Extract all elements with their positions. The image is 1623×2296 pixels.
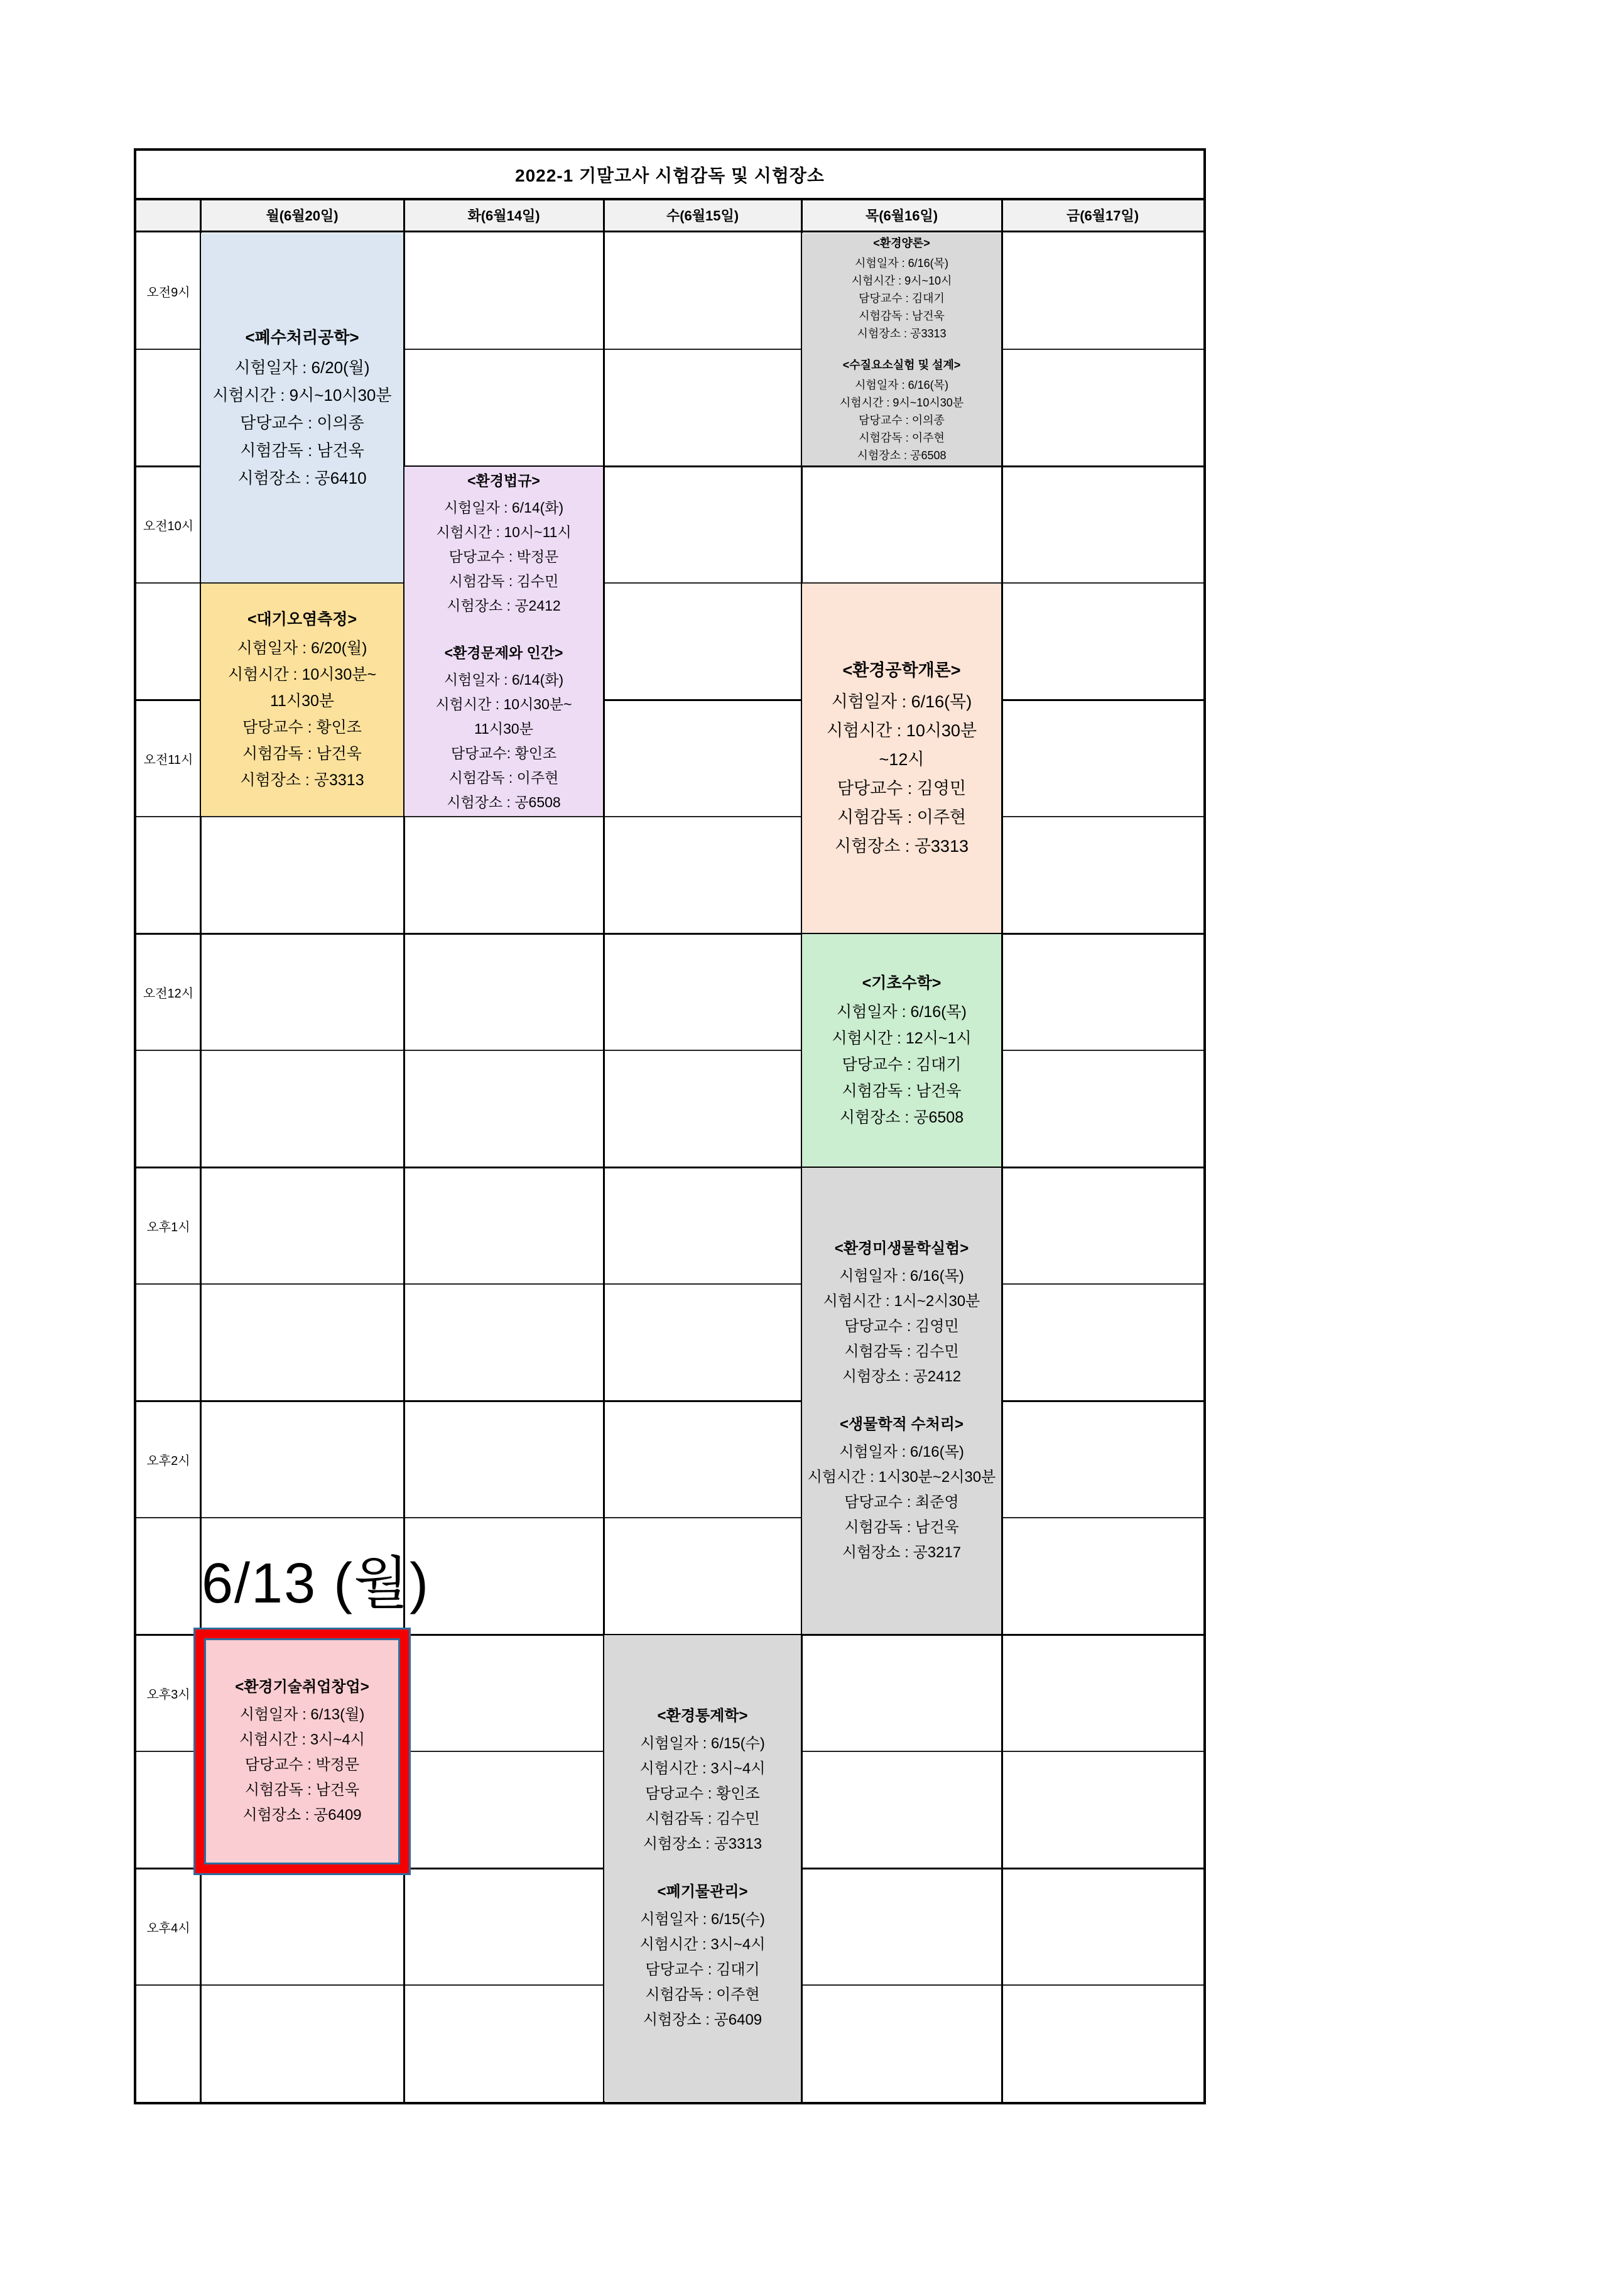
exam-line: 담당교수 : 박정문 (244, 1756, 360, 1773)
exam-entry (604, 1880, 801, 2033)
header-label: 금(6월17일) (1066, 208, 1139, 224)
exam-line: 시험감독 : 이주현 (448, 769, 559, 786)
exam-title: <환경공학개론> (842, 661, 961, 680)
exam-line: 시험일자 : 6/14(화) (443, 671, 564, 688)
exam-line: 시험장소 : 공6409 (242, 1807, 362, 1824)
exam-line: 시험장소 : 공6508 (857, 449, 947, 462)
exam-entry (802, 1236, 1001, 1390)
time-label-2: 오전10시 (143, 519, 194, 533)
exam-entry (201, 606, 403, 793)
exam-line: 11시30분 (269, 692, 335, 710)
table-title-text: 2022-1 기말고사 시험감독 및 시험장소 (515, 165, 825, 185)
exam-line: 시험감독 : 김수민 (645, 1810, 760, 1827)
exam-line: 담당교수 : 황인조 (242, 719, 362, 736)
exam-line: 시험감독 : 남건욱 (844, 1519, 959, 1536)
header-cell-mon (200, 198, 404, 232)
grid-line-h (136, 1283, 1203, 1285)
exam-line: ~12시 (879, 750, 925, 769)
exam-line: 시험시간 : 1시~2시30분 (823, 1293, 980, 1310)
exam-line: 시험일자 : 6/20(월) (234, 358, 370, 377)
exam-title: <수질요소실험 및 설계> (842, 359, 961, 371)
time-label-4: 오전12시 (143, 986, 194, 1001)
exam-title: <생물학적 수처리> (840, 1416, 963, 1433)
exam-line: 담당교수 : 박정문 (448, 548, 559, 565)
exam-line: 담당교수 : 김대기 (859, 292, 945, 305)
exam-line: 담당교수 : 황인조 (645, 1785, 760, 1802)
exam-entry (802, 1412, 1001, 1565)
schedule-table (134, 148, 1206, 2104)
exam-line: 시험시간 : 9시~10시 (851, 275, 952, 287)
exam-block-mon-startup (204, 1638, 400, 1864)
exam-line: 시험시간 : 10시30분~ (435, 695, 572, 712)
exam-line: 시험장소 : 공2412 (842, 1368, 962, 1385)
header-label: 수(6월15일) (666, 208, 739, 224)
exam-line: 시험일자 : 6/16(목) (837, 1003, 967, 1021)
grid-line-h (136, 1167, 1203, 1168)
exam-line: 시험일자 : 6/16(목) (831, 692, 972, 711)
exam-line: 시험감독 : 남건욱 (240, 441, 364, 460)
exam-title: <환경기술취업창업> (235, 1678, 369, 1695)
exam-title: <환경통계학> (657, 1707, 748, 1724)
exam-line: 시험감독 : 김수민 (448, 572, 559, 589)
exam-line: 시험감독 : 남건욱 (244, 1782, 360, 1798)
exam-line: 시험장소 : 공6410 (237, 469, 367, 487)
exam-entry (802, 656, 1001, 861)
table-title (136, 151, 1203, 198)
exam-line: 시험감독 : 이주현 (645, 1986, 760, 2003)
exam-line: 시험장소 : 공2412 (447, 597, 561, 614)
time-label-1: 오전9시 (146, 285, 190, 300)
time-label-8: 오후4시 (146, 1921, 190, 1935)
exam-block-mon-startup-highlight (195, 1630, 409, 1873)
exam-line: 담당교수: 황인조 (450, 744, 557, 761)
exam-line: 시험시간 : 9시~10시30분 (212, 386, 392, 405)
header-label: 월(6월20일) (266, 208, 339, 224)
exam-line: 시험시간 : 10시30분 (826, 721, 977, 740)
exam-block-wed-stats (604, 1635, 801, 2101)
exam-line: 담당교수 : 이의종 (240, 413, 364, 432)
exam-entry (604, 1704, 801, 1857)
exam-line: 시험일자 : 6/20(월) (237, 639, 367, 657)
exam-line: 시험장소 : 공3313 (857, 327, 947, 340)
exam-line: 담당교수 : 최준영 (844, 1494, 959, 1511)
exam-title: <환경미생물학실험> (834, 1240, 969, 1257)
exam-line: 담당교수 : 김영민 (844, 1318, 959, 1335)
exam-line: 시험감독 : 이주현 (837, 808, 967, 827)
exam-block-tue-legal (404, 467, 603, 816)
grid-line-h (136, 816, 1203, 817)
exam-block-thu-intro (802, 584, 1001, 933)
exam-line: 11시30분 (474, 720, 533, 737)
header-cell-tue (404, 198, 604, 232)
exam-block-mon-blue (201, 233, 403, 582)
exam-line: 시험시간 : 3시~4시 (239, 1731, 365, 1748)
exam-line: 담당교수 : 김대기 (645, 1961, 760, 1978)
exam-line: 시험시간 : 3시~4시 (639, 1760, 766, 1777)
exam-title: <폐수처리공학> (245, 328, 359, 347)
exam-line: 시험장소 : 공3313 (643, 1836, 763, 1853)
header-cell-wed (604, 198, 801, 232)
exam-line: 시험감독 : 남건욱 (842, 1082, 962, 1100)
header-label: 화(6월14일) (467, 208, 540, 224)
header-label: 목(6월16일) (865, 208, 938, 224)
exam-block-mon-yellow (201, 584, 403, 816)
exam-line: 시험감독 : 김수민 (844, 1343, 959, 1360)
exam-title: <폐기물관리> (657, 1883, 748, 1900)
exam-line: 담당교수 : 이의종 (859, 414, 945, 427)
exam-entry (201, 324, 403, 492)
exam-entry (206, 1675, 398, 1828)
time-label-7: 오후3시 (146, 1687, 190, 1702)
exam-block-thu-micro (802, 1168, 1001, 1634)
exam-line: 담당교수 : 김대기 (842, 1056, 962, 1074)
exam-entry (404, 641, 603, 815)
exam-line: 담당교수 : 김영민 (837, 779, 967, 798)
exam-entry (802, 234, 1001, 342)
exam-title: <대기오염측정> (247, 611, 357, 628)
exam-line: 시험일자 : 6/16(목) (839, 1444, 964, 1461)
exam-line: 시험시간 : 3시~4시 (639, 1936, 766, 1953)
exam-line: 시험일자 : 6/16(목) (855, 379, 948, 391)
grid-line-h (136, 231, 1203, 232)
exam-title: <환경문제와 인간> (444, 644, 563, 661)
grid-line-h (136, 1050, 1203, 1051)
exam-line: 시험일자 : 6/15(수) (640, 1735, 765, 1752)
exam-line: 시험일자 : 6/16(목) (839, 1268, 964, 1285)
exam-line: 시험감독 : 남건욱 (859, 310, 945, 322)
exam-line: 시험시간 : 12시~1시 (832, 1030, 972, 1047)
exam-line: 시험장소 : 공6409 (643, 2011, 763, 2028)
header-cell-corner (136, 198, 200, 232)
time-label-6: 오후2시 (146, 1454, 190, 1468)
exam-block-thu-stoich (802, 233, 1001, 465)
exam-entry (802, 970, 1001, 1131)
grid-line-h (136, 1400, 1203, 1402)
grid-line-h (136, 933, 1203, 935)
annotation-6-13: 6/13 (월) (202, 1552, 430, 1615)
header-cell-fri (1002, 198, 1203, 232)
exam-line: 시험감독 : 이주현 (859, 432, 945, 444)
exam-line: 시험장소 : 공3313 (835, 837, 969, 856)
exam-line: 시험시간 : 1시30분~2시30분 (807, 1469, 996, 1486)
exam-block-thu-math (802, 934, 1001, 1167)
exam-title: <환경양론> (873, 237, 930, 249)
time-label-3: 오전11시 (143, 753, 193, 767)
grid-line-h (136, 1517, 1203, 1518)
header-cell-thu (801, 198, 1002, 232)
exam-line: 시험장소 : 공3313 (240, 771, 364, 789)
exam-line: 시험시간 : 10시30분~ (228, 666, 376, 683)
exam-line: 시험장소 : 공6508 (447, 793, 561, 810)
exam-line: 시험시간 : 9시~10시30분 (839, 396, 964, 409)
exam-line: 시험일자 : 6/13(월) (239, 1706, 365, 1723)
exam-line: 시험감독 : 남건욱 (242, 745, 362, 763)
grid-line-v (1001, 198, 1003, 2102)
exam-entry (802, 356, 1001, 464)
exam-line: 시험일자 : 6/14(화) (443, 499, 564, 516)
exam-line: 시험일자 : 6/16(목) (855, 257, 948, 269)
exam-entry (404, 469, 603, 618)
exam-line: 시험장소 : 공6508 (839, 1109, 964, 1126)
exam-line: 시험시간 : 10시~11시 (436, 523, 572, 540)
grid-line-h (136, 198, 1203, 200)
exam-line: 시험장소 : 공3217 (842, 1544, 962, 1561)
exam-title: <기초수학> (862, 974, 942, 992)
time-label-5: 오후1시 (146, 1220, 190, 1234)
exam-title: <환경법규> (467, 472, 540, 489)
exam-line: 시험일자 : 6/15(수) (640, 1911, 765, 1928)
